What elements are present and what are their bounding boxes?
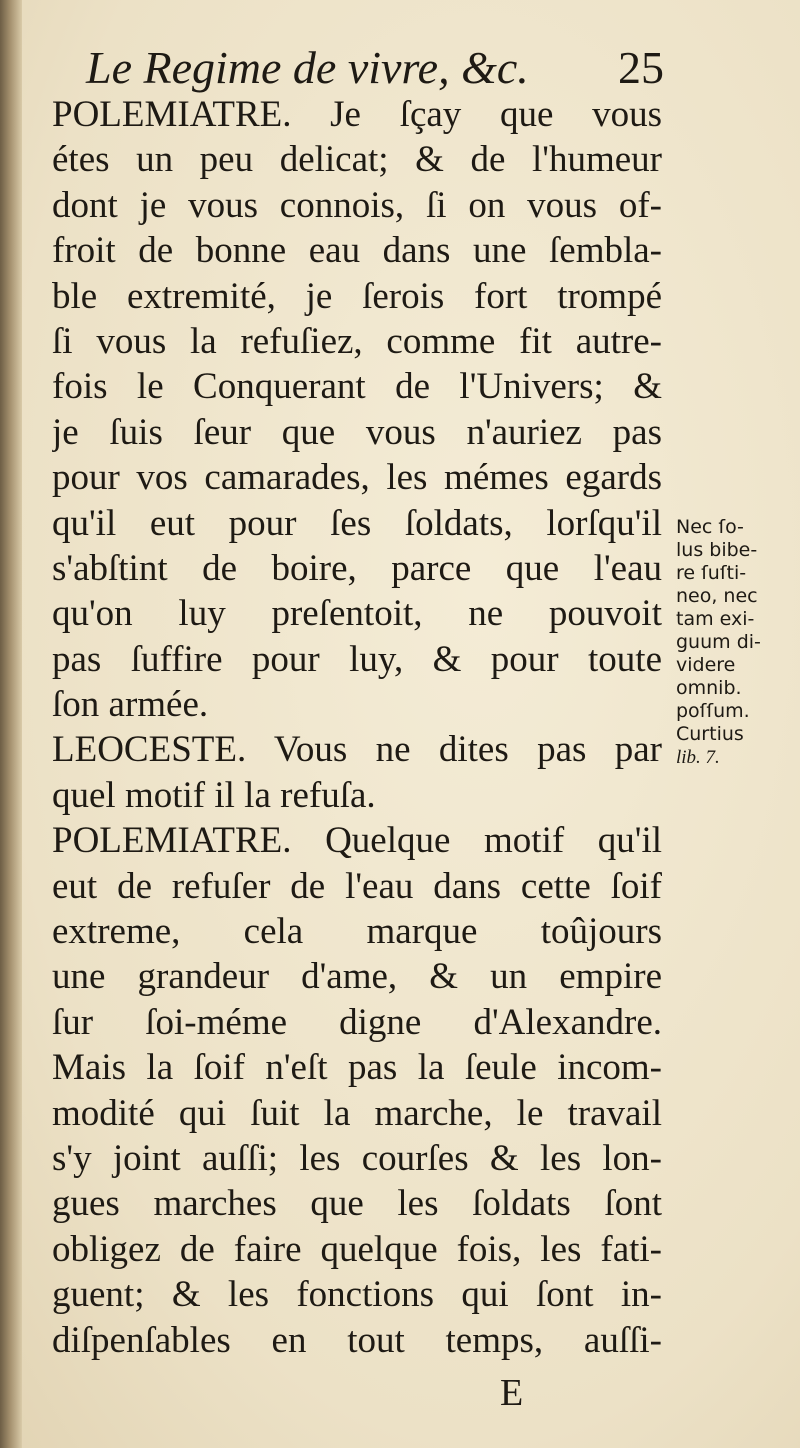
text-line: eut de refuſer de l'eau dans cette ſoif (52, 865, 662, 907)
text-line: dont je vous connois, ſi on vous of- (52, 184, 662, 226)
margin-note-line: Curtius (676, 723, 744, 745)
text-line: s'abſtint de boire, parce que l'eau (52, 547, 662, 589)
text-line: qu'il eut pour ſes ſoldats, lorſqu'il (52, 502, 662, 544)
body-text (52, 92, 662, 1363)
text-line: fois le Conquerant de l'Univers; & (52, 366, 662, 408)
text-line: diſpenſables en tout temps, auſſi- (52, 1319, 662, 1361)
text-line: ſi vous la refuſiez, comme fit autre- (52, 320, 662, 362)
text-line: POLEMIATRE. Quelque motif qu'il (52, 820, 662, 862)
text-line: quel motif il la refuſa. (52, 774, 376, 816)
text-line: froit de bonne eau dans une ſembla- (52, 230, 662, 272)
text-line: une grandeur d'ame, & un empire (52, 956, 662, 998)
text-line: je ſuis ſeur que vous n'auriez pas (52, 411, 662, 453)
margin-note-line: Nec ſo- (676, 516, 744, 538)
margin-note-line: re ſuſti- (676, 562, 747, 584)
page-number: 25 (618, 42, 664, 93)
text-line: modité qui ſuit la marche, le travail (52, 1092, 662, 1134)
text-line: Mais la ſoif n'eſt pas la ſeule incom- (52, 1047, 662, 1089)
text-line: extreme, cela marque toûjours (52, 911, 662, 953)
margin-note-line: videre (676, 654, 736, 676)
page-header (86, 38, 664, 98)
text-line: pour vos camarades, les mémes egards (52, 457, 662, 499)
margin-note-line: omnib. (676, 677, 742, 699)
margin-note-line: guum di- (676, 631, 761, 653)
text-line: POLEMIATRE. Je ſçay que vous (52, 94, 662, 135)
text-line: ble extremité, je ſerois fort trompé (52, 275, 662, 317)
text-line: guent; & les fonctions qui ſont in- (52, 1274, 662, 1316)
text-line: LEOCESTE. Vous ne dites pas par (52, 729, 662, 771)
margin-note-line: lus bibe- (676, 539, 758, 561)
text-line: ſur ſoi-méme digne d'Alexandre. (52, 1001, 662, 1043)
text-line: gues marches que les ſoldats ſont (52, 1183, 662, 1225)
text-line: obligez de faire quelque fois, les fati- (52, 1228, 662, 1270)
text-line: s'y joint auſſi; les courſes & les lon- (52, 1137, 662, 1179)
margin-note-line: lib. 7. (676, 747, 720, 768)
margin-note-line: tam exi- (676, 608, 755, 630)
running-title: Le Regime de vivre, &c. (86, 42, 529, 93)
page-gutter-shadow (0, 0, 22, 1448)
text-line: qu'on luy preſentoit, ne pouvoit (52, 593, 662, 635)
text-line: pas ſuffire pour luy, & pour toute (52, 638, 662, 680)
text-line: étes un peu delicat; & de l'humeur (52, 139, 662, 181)
margin-note (676, 516, 794, 769)
text-line: ſon armée. (52, 684, 209, 726)
catchword: E (500, 1372, 524, 1414)
margin-note-line: poſſum. (676, 700, 750, 722)
margin-note-line: neo, nec (676, 585, 758, 607)
